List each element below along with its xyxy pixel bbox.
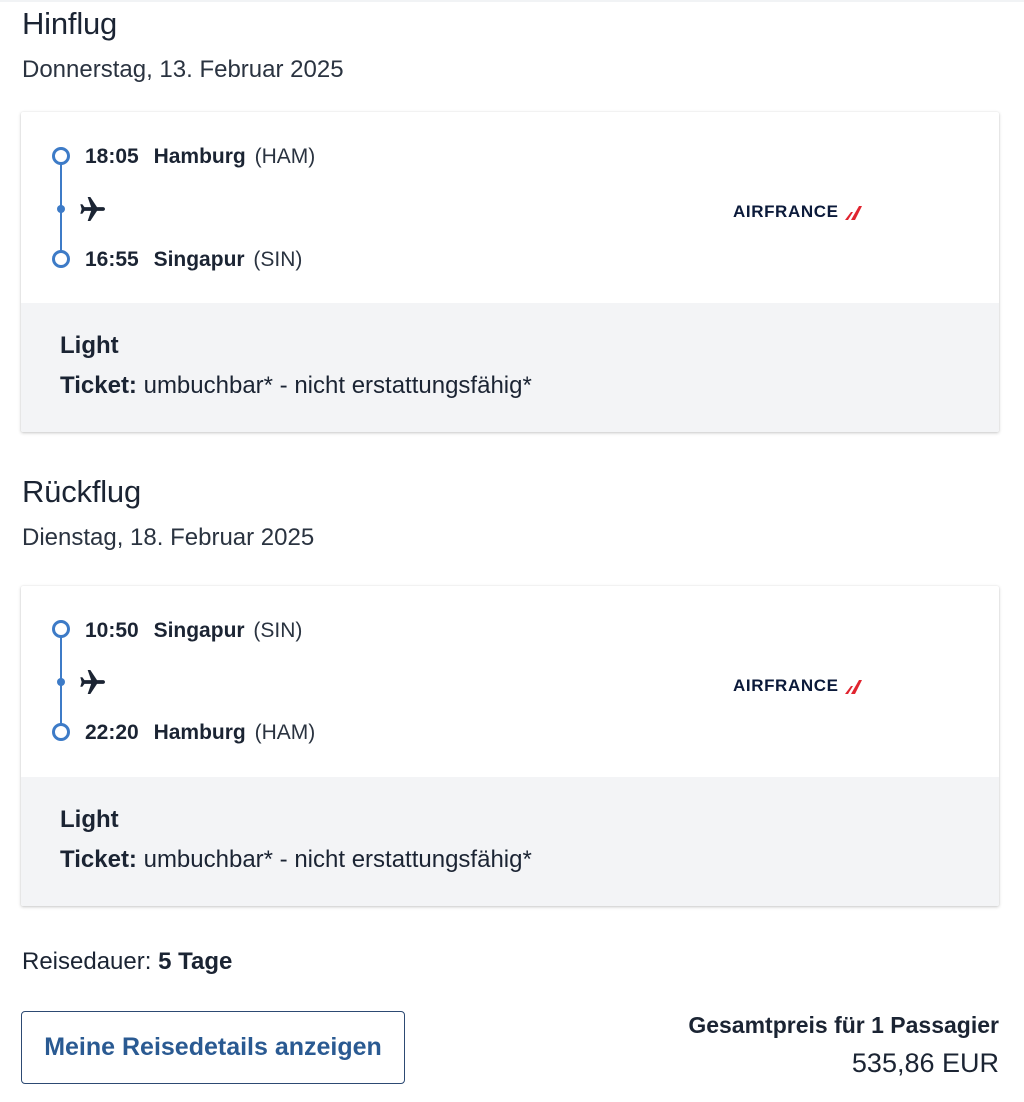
outbound-fare bbox=[21, 303, 999, 432]
arrival-code: (HAM) bbox=[254, 721, 316, 744]
price-value: 535,86 EUR bbox=[851, 1048, 999, 1078]
route-dot-icon bbox=[57, 678, 65, 686]
departure-ring-icon bbox=[52, 147, 70, 165]
departure-code: (HAM) bbox=[254, 145, 316, 168]
fare-name: Light bbox=[60, 806, 119, 833]
plane-icon bbox=[77, 666, 109, 698]
departure-code: (SIN) bbox=[253, 619, 303, 642]
arrival-ring-icon bbox=[52, 723, 70, 741]
arrival-ring-icon bbox=[52, 250, 70, 268]
arrival-code: (SIN) bbox=[253, 248, 303, 271]
airline-name: AIRFRANCE bbox=[733, 202, 839, 221]
return-fare bbox=[21, 777, 999, 906]
ticket-text: umbuchbar* - nicht erstattungsfähig* bbox=[143, 846, 532, 873]
trip-duration bbox=[22, 948, 232, 976]
duration-value: 5 Tage bbox=[158, 948, 233, 975]
ticket-label: Ticket: bbox=[60, 846, 137, 873]
price-label: Gesamtpreis für 1 Passagier bbox=[688, 1012, 999, 1038]
return-departure bbox=[85, 619, 302, 643]
return-header bbox=[22, 474, 314, 552]
fare-ticket-conditions bbox=[60, 372, 999, 400]
outbound-arrival bbox=[85, 248, 302, 272]
departure-city: Hamburg bbox=[153, 145, 246, 168]
outbound-flight-card bbox=[21, 112, 999, 432]
return-arrival bbox=[85, 721, 315, 745]
departure-time: 18:05 bbox=[85, 145, 139, 168]
show-trip-details-button[interactable]: Meine Reisedetails anzeigen bbox=[21, 1011, 405, 1084]
arrival-city: Singapur bbox=[153, 248, 245, 271]
outbound-title: Hinflug bbox=[22, 6, 118, 41]
airline-name: AIRFRANCE bbox=[733, 676, 839, 695]
airfrance-swoosh-icon bbox=[842, 678, 862, 694]
return-route bbox=[21, 586, 999, 777]
outbound-departure bbox=[85, 145, 315, 169]
top-divider bbox=[0, 0, 1024, 2]
arrival-time: 16:55 bbox=[85, 248, 139, 271]
airfrance-swoosh-icon bbox=[842, 204, 862, 220]
return-title: Rückflug bbox=[22, 474, 142, 509]
departure-city: Singapur bbox=[153, 619, 245, 642]
airline-logo bbox=[733, 202, 862, 222]
route-dot-icon bbox=[57, 205, 65, 213]
return-flight-card bbox=[21, 586, 999, 906]
departure-time: 10:50 bbox=[85, 619, 139, 642]
ticket-label: Ticket: bbox=[60, 372, 137, 399]
outbound-route bbox=[21, 112, 999, 303]
return-date: Dienstag, 18. Februar 2025 bbox=[22, 524, 315, 551]
outbound-date: Donnerstag, 13. Februar 2025 bbox=[22, 56, 344, 83]
airline-logo bbox=[733, 676, 862, 696]
outbound-header bbox=[22, 6, 344, 84]
fare-ticket-conditions bbox=[60, 846, 999, 874]
departure-ring-icon bbox=[52, 620, 70, 638]
arrival-time: 22:20 bbox=[85, 721, 139, 744]
ticket-text: umbuchbar* - nicht erstattungsfähig* bbox=[143, 372, 532, 399]
plane-icon bbox=[77, 193, 109, 225]
fare-name: Light bbox=[60, 332, 119, 359]
total-price bbox=[688, 1012, 999, 1079]
duration-label: Reisedauer: bbox=[22, 948, 152, 975]
arrival-city: Hamburg bbox=[153, 721, 246, 744]
